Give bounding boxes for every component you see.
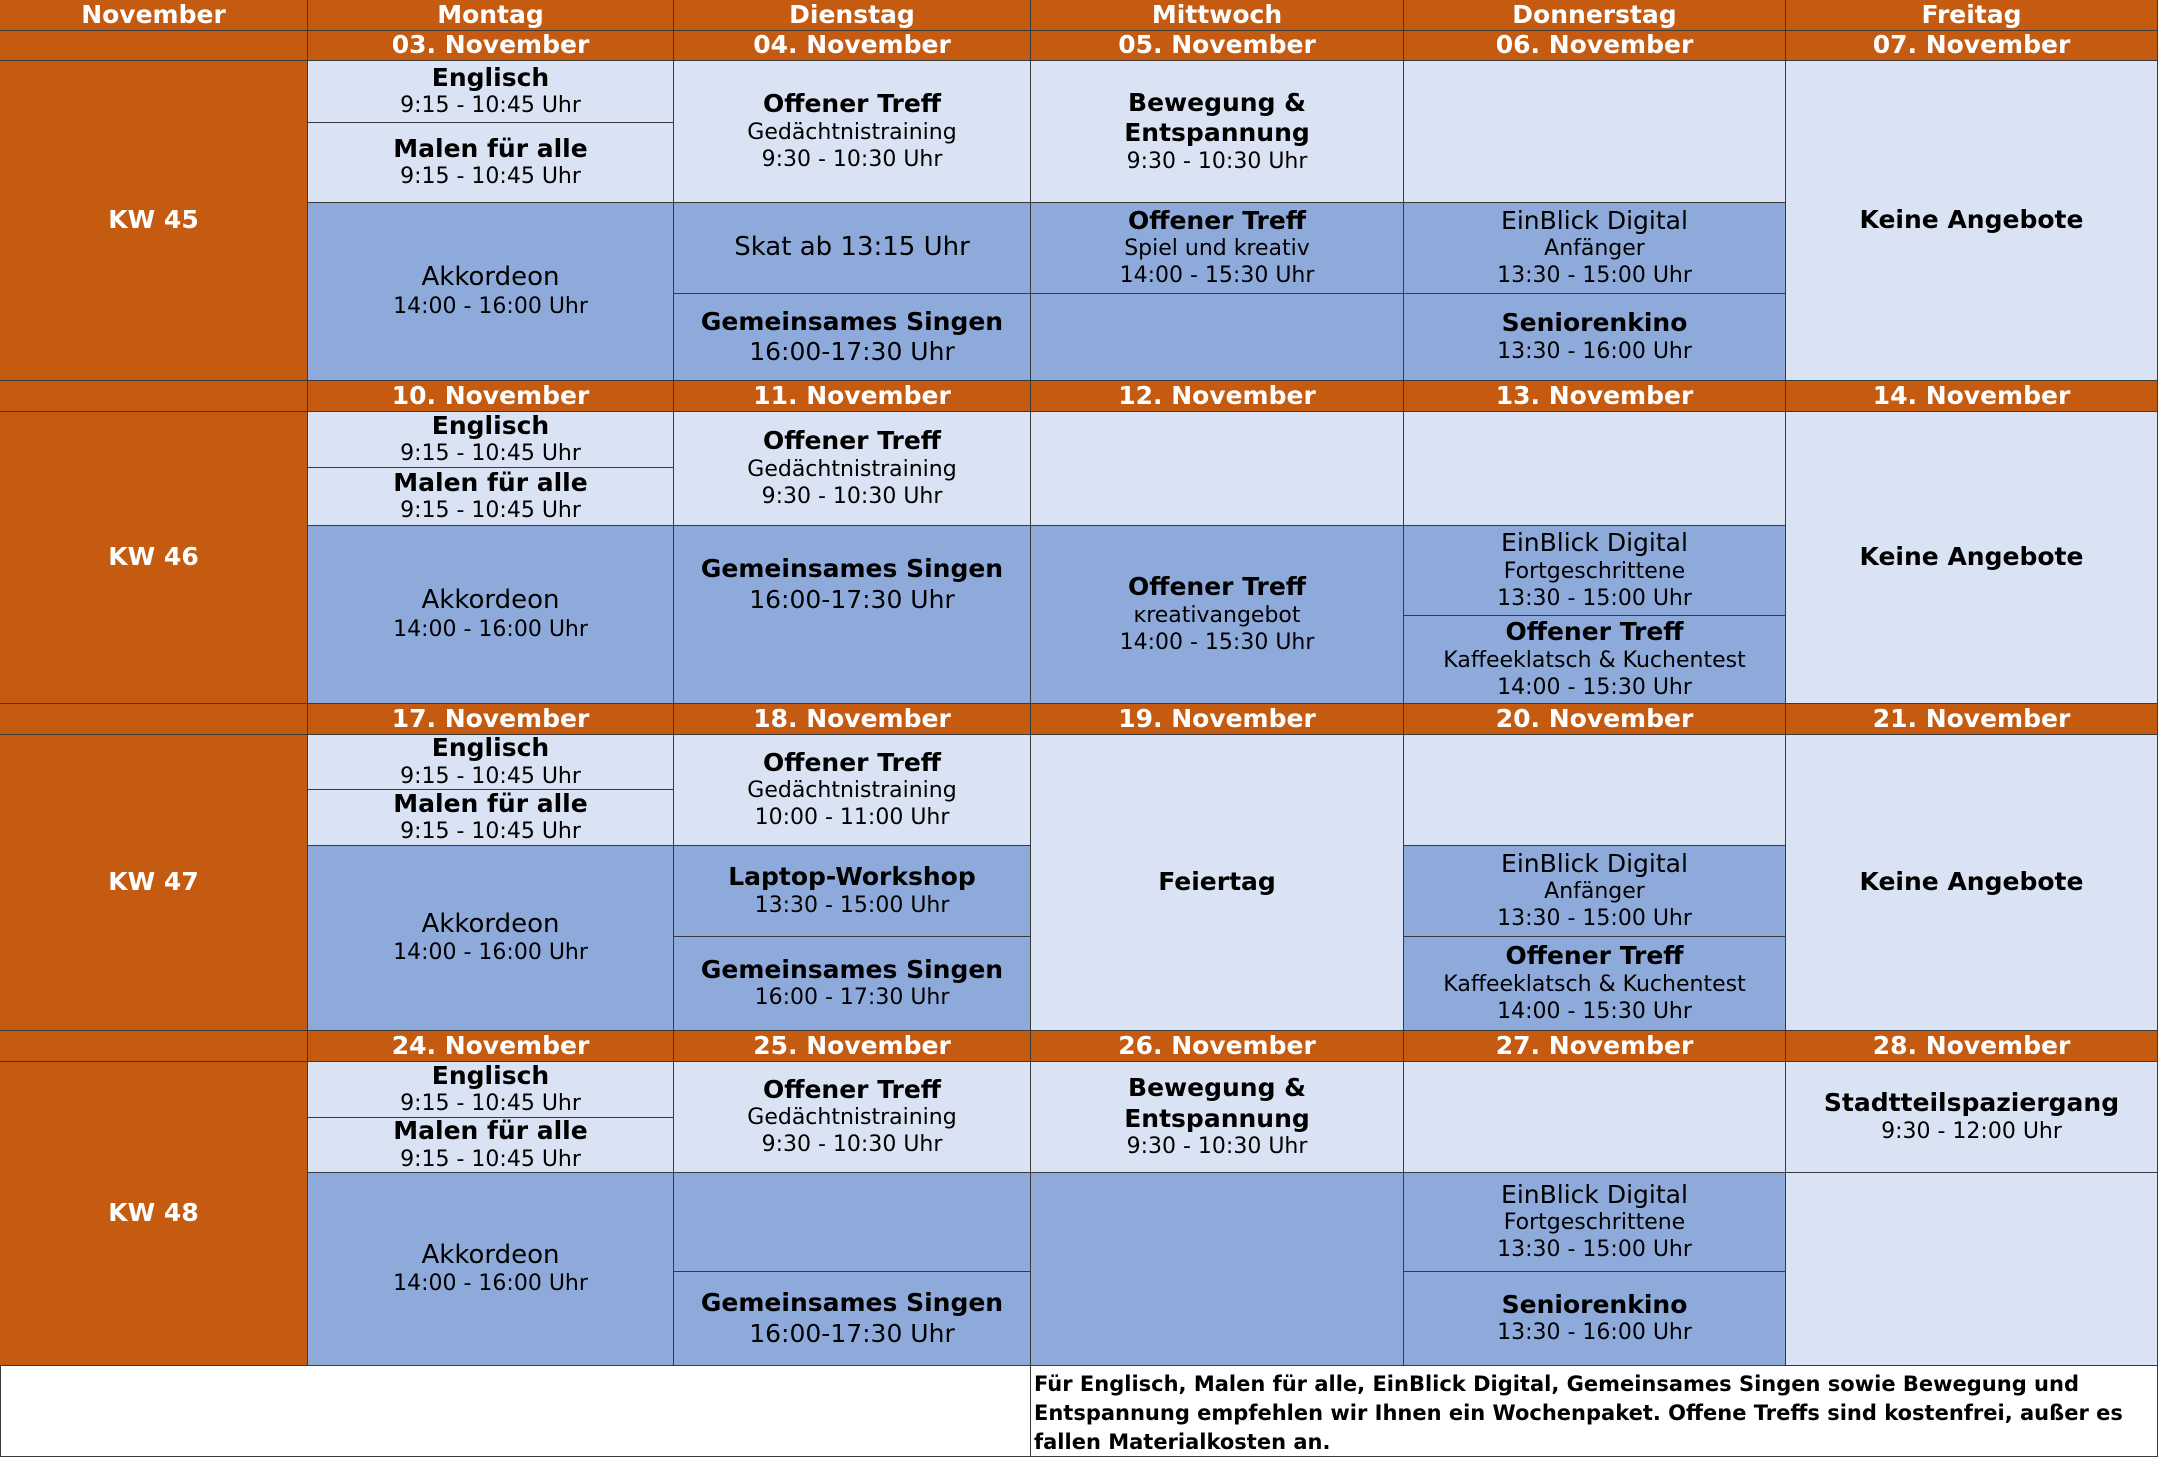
- event-title: Malen für alle: [393, 790, 588, 818]
- date-cell: 04. November: [674, 31, 1031, 61]
- event-title: EinBlick Digital: [1501, 528, 1688, 558]
- event-cell: [1786, 61, 2158, 381]
- event-title: Bewegung & Entspannung: [1124, 87, 1310, 148]
- event-subtitle: Gedächtnistraining: [747, 456, 957, 482]
- date-cell: 13. November: [1404, 381, 1786, 412]
- date-cell: 18. November: [674, 704, 1031, 735]
- event-time: 9:15 - 10:45 Uhr: [400, 1091, 581, 1117]
- event-title: Laptop-Workshop: [728, 862, 976, 892]
- event-title: Offener Treff: [762, 1074, 942, 1104]
- event-cell: [308, 412, 674, 468]
- event-title: Offener Treff: [762, 426, 942, 456]
- event-cell: [308, 1173, 674, 1366]
- empty-cell: [1031, 412, 1404, 526]
- event-time: 13:30 - 15:00 Uhr: [1497, 263, 1692, 289]
- date-cell: 10. November: [308, 381, 674, 412]
- event-cell: [1786, 1062, 2158, 1173]
- event-text: [674, 1288, 1030, 1349]
- event-title: Gemeinsames Singen: [700, 1288, 1004, 1317]
- event-subtitle: Kaffeeklatsch & Kuchentest: [1443, 647, 1746, 673]
- event-title: Offener Treff: [762, 747, 942, 777]
- event-time: 9:15 - 10:45 Uhr: [400, 441, 581, 467]
- footer-note: Für Englisch, Malen für alle, EinBlick Digital, Gemeinsames Singen sowie Bewegung und Entspannung empfehlen wir Ihnen ein Wochenpaket. Offene Treffs sind kostenfrei, außer es fallen Materialkosten an.: [1031, 1366, 2158, 1457]
- event-time: 14:00 - 16:00 Uhr: [393, 616, 588, 642]
- event-cell: [1031, 526, 1404, 704]
- date-cell: 21. November: [1786, 704, 2158, 735]
- date-row-spacer: [0, 381, 308, 412]
- holiday-cell: [1031, 735, 1404, 1031]
- week-label: KW 46: [0, 412, 308, 704]
- event-title: Keine Angebote: [1859, 205, 2084, 235]
- event-time: 9:15 - 10:45 Uhr: [400, 1146, 581, 1172]
- event-title: Englisch: [431, 735, 550, 763]
- event-cell: [1404, 203, 1786, 294]
- date-cell: 03. November: [308, 31, 674, 61]
- week-label: KW 45: [0, 61, 308, 381]
- event-title: Malen für alle: [393, 468, 588, 497]
- date-cell: 25. November: [674, 1031, 1031, 1062]
- event-cell: [1404, 1272, 1786, 1366]
- date-cell: 19. November: [1031, 704, 1404, 735]
- empty-cell: [1404, 412, 1786, 526]
- event-cell: [1404, 526, 1786, 616]
- event-cell: [1404, 1173, 1786, 1272]
- event-cell: [308, 846, 674, 1031]
- event-title: Offener Treff: [1505, 941, 1684, 971]
- empty-cell: [1031, 1173, 1404, 1366]
- week-label: KW 47: [0, 735, 308, 1031]
- event-time: 13:30 - 15:00 Uhr: [754, 892, 950, 918]
- event-subtitle: Anfänger: [1544, 879, 1645, 905]
- day-header-friday: Freitag: [1786, 0, 2158, 31]
- event-cell: [308, 123, 674, 203]
- event-cell: [1404, 294, 1786, 381]
- date-row-spacer: [0, 704, 308, 735]
- event-cell: [308, 735, 674, 790]
- event-cell: [674, 294, 1031, 381]
- month-header: November: [0, 0, 308, 31]
- empty-cell: [1786, 1173, 2158, 1366]
- event-subtitle: Gedächtnistraining: [747, 1105, 957, 1131]
- event-time: 13:30 - 16:00 Uhr: [1497, 338, 1692, 364]
- event-time: 13:30 - 16:00 Uhr: [1497, 1320, 1692, 1346]
- date-cell: 17. November: [308, 704, 674, 735]
- event-time: 16:00 - 17:30 Uhr: [754, 985, 950, 1011]
- event-time: 13:30 - 15:00 Uhr: [1497, 906, 1692, 932]
- empty-cell: [1031, 294, 1404, 381]
- event-subtitle: Anfänger: [1544, 236, 1645, 262]
- date-cell: 24. November: [308, 1031, 674, 1062]
- empty-cell: [674, 1173, 1031, 1272]
- event-cell: [1031, 61, 1404, 203]
- event-cell: [1786, 735, 2158, 1031]
- day-header-monday: Montag: [308, 0, 674, 31]
- date-cell: 20. November: [1404, 704, 1786, 735]
- date-cell: 11. November: [674, 381, 1031, 412]
- event-time: 16:00-17:30 Uhr: [749, 1318, 955, 1348]
- event-title: Skat ab 13:15 Uhr: [734, 232, 970, 263]
- event-title: Offener Treff: [1127, 572, 1307, 602]
- event-cell: [674, 846, 1031, 937]
- event-title: Akkordeon: [421, 1239, 560, 1270]
- event-title: EinBlick Digital: [1501, 205, 1688, 235]
- event-time: 14:00 - 15:30 Uhr: [1119, 263, 1315, 289]
- event-time: 9:30 - 10:30 Uhr: [761, 1132, 943, 1158]
- event-title: Offener Treff: [1127, 205, 1307, 235]
- date-cell: 12. November: [1031, 381, 1404, 412]
- event-cell: [674, 937, 1031, 1031]
- event-title: Englisch: [431, 1062, 550, 1090]
- event-time: 13:30 - 15:00 Uhr: [1497, 1237, 1692, 1263]
- event-title: Gemeinsames Singen: [700, 306, 1004, 336]
- date-cell: 07. November: [1786, 31, 2158, 61]
- event-title: Seniorenkino: [1501, 308, 1688, 338]
- event-time: 9:30 - 12:00 Uhr: [1881, 1118, 2062, 1144]
- day-header-thursday: Donnerstag: [1404, 0, 1786, 31]
- event-cell: [1031, 203, 1404, 294]
- event-title: Akkordeon: [421, 585, 560, 616]
- empty-cell: [1404, 1062, 1786, 1173]
- week-label: KW 48: [0, 1062, 308, 1366]
- event-cell: [308, 526, 674, 704]
- event-title: Akkordeon: [421, 908, 560, 939]
- event-cell: [674, 526, 1031, 704]
- event-cell: [674, 412, 1031, 526]
- event-cell: [1786, 412, 2158, 704]
- event-cell: [308, 1118, 674, 1173]
- event-time: 14:00 - 15:30 Uhr: [1497, 998, 1692, 1024]
- event-title: Stadtteilspaziergang: [1823, 1088, 2120, 1118]
- event-title: Malen für alle: [393, 133, 588, 163]
- event-title: Feiertag: [1158, 867, 1276, 897]
- date-cell: 05. November: [1031, 31, 1404, 61]
- event-title: Seniorenkino: [1501, 1289, 1688, 1319]
- event-time: 9:15 - 10:45 Uhr: [400, 819, 581, 845]
- event-title: Offener Treff: [762, 89, 942, 119]
- event-time: 14:00 - 16:00 Uhr: [393, 940, 588, 966]
- event-time: 14:00 - 16:00 Uhr: [393, 293, 588, 319]
- empty-cell: [1404, 735, 1786, 846]
- event-cell: [674, 203, 1031, 294]
- event-time: 14:00 - 15:30 Uhr: [1497, 674, 1692, 700]
- event-text: [674, 554, 1030, 615]
- event-cell: [308, 61, 674, 123]
- date-cell: 06. November: [1404, 31, 1786, 61]
- event-title: Offener Treff: [1505, 617, 1684, 647]
- event-cell: [1031, 1062, 1404, 1173]
- event-time: 9:30 - 10:30 Uhr: [761, 483, 943, 509]
- event-time: 9:30 - 10:30 Uhr: [1126, 148, 1308, 174]
- event-title: Bewegung & Entspannung: [1124, 1073, 1310, 1133]
- empty-cell: [1404, 61, 1786, 203]
- event-time: 9:30 - 10:30 Uhr: [761, 146, 943, 172]
- event-subtitle: Kaffeeklatsch & Kuchentest: [1443, 971, 1746, 997]
- event-subtitle: Spiel und kreativ: [1124, 236, 1310, 262]
- event-cell: [308, 203, 674, 381]
- event-cell: [674, 735, 1031, 846]
- event-time: 16:00-17:30 Uhr: [749, 337, 955, 366]
- event-cell: [674, 1272, 1031, 1366]
- event-time: 14:00 - 15:30 Uhr: [1119, 629, 1315, 655]
- date-cell: 27. November: [1404, 1031, 1786, 1062]
- event-cell: [674, 61, 1031, 203]
- event-title: Englisch: [431, 62, 550, 92]
- event-time: 14:00 - 16:00 Uhr: [393, 1271, 588, 1297]
- event-cell: [1404, 937, 1786, 1031]
- event-title: EinBlick Digital: [1501, 848, 1688, 878]
- event-title: Gemeinsames Singen: [700, 554, 1004, 583]
- event-subtitle: Fortgeschrittene: [1503, 1210, 1686, 1236]
- event-time: 13:30 - 15:00 Uhr: [1497, 585, 1692, 611]
- event-cell: [1404, 616, 1786, 704]
- event-time: 16:00-17:30 Uhr: [749, 584, 955, 614]
- date-cell: 14. November: [1786, 381, 2158, 412]
- event-cell: [308, 468, 674, 526]
- date-row-spacer: [0, 31, 308, 61]
- event-title: Akkordeon: [421, 262, 560, 293]
- event-title: Keine Angebote: [1859, 542, 2084, 572]
- event-time: 9:15 - 10:45 Uhr: [400, 93, 581, 119]
- event-text: [674, 307, 1030, 368]
- day-header-tuesday: Dienstag: [674, 0, 1031, 31]
- event-time: 9:15 - 10:45 Uhr: [400, 164, 581, 190]
- event-title: Keine Angebote: [1859, 867, 2084, 897]
- event-time: 9:30 - 10:30 Uhr: [1126, 1134, 1308, 1160]
- event-subtitle: Gedächtnistraining: [747, 778, 957, 804]
- day-header-wednesday: Mittwoch: [1031, 0, 1404, 31]
- event-subtitle: Fortgeschrittene: [1503, 558, 1686, 584]
- footer-blank: [0, 1366, 1031, 1457]
- event-cell: [308, 790, 674, 846]
- event-subtitle: ĸreativangebot: [1133, 602, 1301, 628]
- date-cell: 28. November: [1786, 1031, 2158, 1062]
- event-cell: [308, 1062, 674, 1118]
- event-subtitle: Gedächtnistraining: [747, 119, 957, 145]
- event-time: 9:15 - 10:45 Uhr: [400, 498, 581, 524]
- event-cell: [674, 1062, 1031, 1173]
- event-title: Gemeinsames Singen: [700, 954, 1004, 984]
- date-row-spacer: [0, 1031, 308, 1062]
- date-cell: 26. November: [1031, 1031, 1404, 1062]
- event-title: Malen für alle: [393, 1118, 588, 1146]
- event-cell: [1404, 846, 1786, 937]
- event-time: 9:15 - 10:45 Uhr: [400, 763, 581, 789]
- event-time: 10:00 - 11:00 Uhr: [754, 805, 950, 831]
- event-title: Englisch: [431, 412, 550, 440]
- event-title: EinBlick Digital: [1501, 1179, 1688, 1209]
